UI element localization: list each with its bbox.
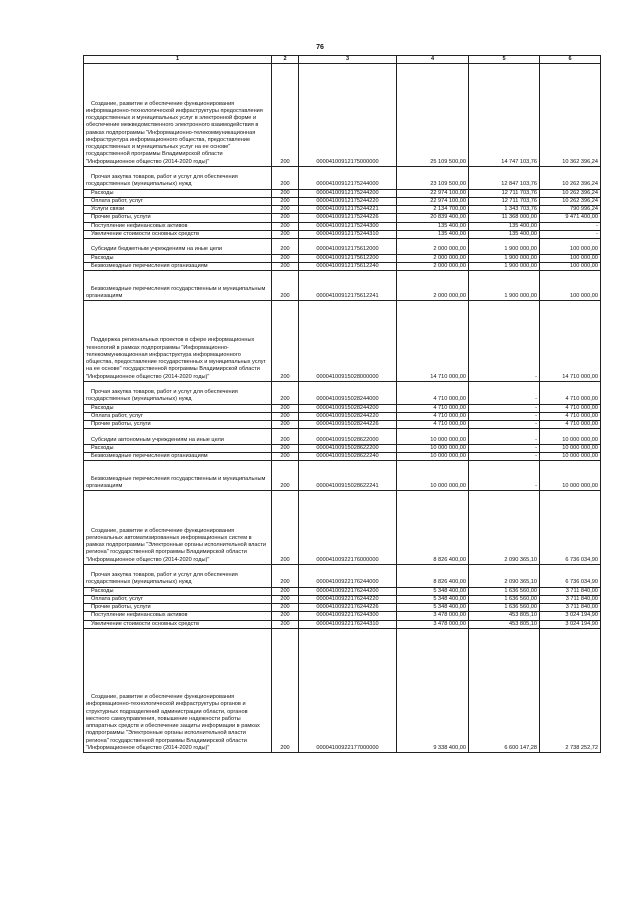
row-executed-amount-cell: 1 636 560,00: [469, 587, 540, 595]
row-executed-amount-cell: 1 636 560,00: [469, 595, 540, 603]
row-kbk-code-cell: 00004100922177000000: [299, 628, 397, 752]
table-row: [84, 262, 601, 270]
row-code-cell: 200: [272, 222, 299, 230]
row-code-cell: 200: [272, 381, 299, 404]
row-approved-amount-cell: 14 710 000,00: [397, 301, 469, 382]
row-executed-amount-cell: 1 343 703,76: [469, 206, 540, 214]
row-kbk-code-cell: 00004100922176244000: [299, 564, 397, 587]
row-name-cell: Прочие работы, услуги: [84, 604, 272, 612]
row-name-cell: Прочие работы, услуги: [84, 421, 272, 429]
row-kbk-code-cell: 00004100922176244200: [299, 587, 397, 595]
row-name-cell: Безвозмездные перечисления организациям: [84, 262, 272, 270]
row-kbk-code-cell: 00004100922176000000: [299, 491, 397, 565]
row-code-cell: 200: [272, 628, 299, 752]
row-name-cell: Прочая закупка товаров, работ и услуг для обеспечения государственных (муниципальных) нужд: [84, 381, 272, 404]
row-approved-amount-cell: 135 400,00: [397, 230, 469, 238]
row-name-cell: Расходы: [84, 587, 272, 595]
row-unexecuted-amount-cell: 4 710 000,00: [540, 404, 601, 412]
row-unexecuted-amount-cell: 10 262 396,24: [540, 197, 601, 205]
row-name-cell: Поддержка региональных проектов в сфере информационных технологий в рамках подпрограммы "Информационно-телекоммуникационная инфраструктура информационного общества, предоставление государственных и муниципальных услуг на ее основе" государственной программы Владимирской области "Информационное общество (2014-2020 годы)": [84, 301, 272, 382]
table-row: [84, 461, 601, 491]
row-kbk-code-cell: 00004100915028244220: [299, 412, 397, 420]
row-executed-amount-cell: -: [469, 421, 540, 429]
row-name-cell: Прочая закупка товаров, работ и услуг для обеспечения государственных (муниципальных) нужд: [84, 564, 272, 587]
table-row: [84, 301, 601, 382]
table-row: [84, 271, 601, 301]
row-executed-amount-cell: -: [469, 444, 540, 452]
row-unexecuted-amount-cell: 10 262 396,24: [540, 189, 601, 197]
table-row: [84, 453, 601, 461]
row-kbk-code-cell: 00004100912175612240: [299, 262, 397, 270]
column-header-2: 2: [272, 56, 299, 64]
row-unexecuted-amount-cell: 3 024 194,90: [540, 620, 601, 628]
table-row: [84, 412, 601, 420]
row-executed-amount-cell: 11 368 000,00: [469, 214, 540, 222]
row-approved-amount-cell: 4 710 000,00: [397, 412, 469, 420]
row-kbk-code-cell: 00004100915028622000: [299, 429, 397, 445]
row-approved-amount-cell: 22 974 100,00: [397, 197, 469, 205]
row-name-cell: Оплата работ, услуг: [84, 197, 272, 205]
row-executed-amount-cell: 12 847 103,76: [469, 166, 540, 189]
row-unexecuted-amount-cell: 100 000,00: [540, 271, 601, 301]
row-approved-amount-cell: 4 710 000,00: [397, 421, 469, 429]
row-executed-amount-cell: 1 900 000,00: [469, 239, 540, 255]
row-kbk-code-cell: 00004100915028244226: [299, 421, 397, 429]
table-row: [84, 491, 601, 565]
row-approved-amount-cell: 10 000 000,00: [397, 453, 469, 461]
row-code-cell: 200: [272, 587, 299, 595]
column-header-3: 3: [299, 56, 397, 64]
row-approved-amount-cell: 25 109 500,00: [397, 64, 469, 167]
row-executed-amount-cell: -: [469, 453, 540, 461]
table-row: [84, 604, 601, 612]
row-approved-amount-cell: 10 000 000,00: [397, 429, 469, 445]
row-name-cell: Расходы: [84, 254, 272, 262]
row-unexecuted-amount-cell: 6 736 034,90: [540, 564, 601, 587]
row-unexecuted-amount-cell: 14 710 000,00: [540, 301, 601, 382]
row-code-cell: 200: [272, 604, 299, 612]
row-name-cell: Субсидии бюджетным учреждениям на иные цели: [84, 239, 272, 255]
row-code-cell: 200: [272, 429, 299, 445]
table-row: [84, 254, 601, 262]
row-name-cell: Создание, развитие и обеспечение функционирования информационно-технологической инфраструктуры органов и структурных подразделений администрации области, органов местного самоуправления, повышение надежности работы аппаратных средств и обеспечение защиты информации в рамках подпрограммы "Электронные органы исполнительной власти региона" государственной программы Владимирской области "Информационное общество (2014-2020 годы)": [84, 628, 272, 752]
row-unexecuted-amount-cell: 4 710 000,00: [540, 421, 601, 429]
row-kbk-code-cell: 00004100922176244220: [299, 595, 397, 603]
table-row: [84, 189, 601, 197]
row-approved-amount-cell: 135 400,00: [397, 222, 469, 230]
row-executed-amount-cell: 135 400,00: [469, 230, 540, 238]
table-row: [84, 230, 601, 238]
row-unexecuted-amount-cell: 10 000 000,00: [540, 453, 601, 461]
row-kbk-code-cell: 00004100912175244000: [299, 166, 397, 189]
table-row: [84, 166, 601, 189]
row-approved-amount-cell: 9 338 400,00: [397, 628, 469, 752]
row-name-cell: Создание, развитие и обеспечение функционирования региональных автоматизированных информационных систем в рамках подпрограммы "Электронные органы исполнительной власти региона" государственной программы Владимирской области "Информационное общество (2014-2020 годы)": [84, 491, 272, 565]
row-kbk-code-cell: 00004100915028622241: [299, 461, 397, 491]
row-unexecuted-amount-cell: 10 000 000,00: [540, 429, 601, 445]
row-approved-amount-cell: 5 348 400,00: [397, 587, 469, 595]
row-executed-amount-cell: 6 600 147,28: [469, 628, 540, 752]
row-kbk-code-cell: 00004100922176244226: [299, 604, 397, 612]
row-unexecuted-amount-cell: 4 710 000,00: [540, 412, 601, 420]
row-unexecuted-amount-cell: 3 024 194,90: [540, 612, 601, 620]
row-code-cell: 200: [272, 491, 299, 565]
row-unexecuted-amount-cell: 790 996,24: [540, 206, 601, 214]
row-name-cell: Оплата работ, услуг: [84, 595, 272, 603]
row-name-cell: Оплата работ, услуг: [84, 412, 272, 420]
row-kbk-code-cell: 00004100912175244221: [299, 206, 397, 214]
row-kbk-code-cell: 00004100912175244300: [299, 222, 397, 230]
table-row: [84, 429, 601, 445]
row-executed-amount-cell: 453 805,10: [469, 612, 540, 620]
row-approved-amount-cell: 8 826 400,00: [397, 491, 469, 565]
row-code-cell: 200: [272, 421, 299, 429]
table-row: [84, 421, 601, 429]
table-row: [84, 206, 601, 214]
row-executed-amount-cell: 1 900 000,00: [469, 271, 540, 301]
row-kbk-code-cell: 00004100912175244310: [299, 230, 397, 238]
row-kbk-code-cell: 00004100915028000000: [299, 301, 397, 382]
page-number: 76: [316, 44, 324, 51]
row-kbk-code-cell: 00004100912175244226: [299, 214, 397, 222]
row-executed-amount-cell: 135 400,00: [469, 222, 540, 230]
row-name-cell: Безвозмездные перечисления государственным и муниципальным организациям: [84, 271, 272, 301]
row-code-cell: 200: [272, 206, 299, 214]
row-executed-amount-cell: 12 711 703,76: [469, 189, 540, 197]
row-kbk-code-cell: 00004100915028244200: [299, 404, 397, 412]
row-executed-amount-cell: -: [469, 381, 540, 404]
row-name-cell: Услуги связи: [84, 206, 272, 214]
row-unexecuted-amount-cell: -: [540, 230, 601, 238]
row-unexecuted-amount-cell: 10 000 000,00: [540, 444, 601, 452]
row-code-cell: 200: [272, 189, 299, 197]
table-row: [84, 628, 601, 752]
table-row: [84, 587, 601, 595]
table-row: [84, 214, 601, 222]
row-kbk-code-cell: 00004100912175244220: [299, 197, 397, 205]
row-approved-amount-cell: 23 109 500,00: [397, 166, 469, 189]
row-executed-amount-cell: -: [469, 404, 540, 412]
table-row: [84, 620, 601, 628]
row-executed-amount-cell: -: [469, 461, 540, 491]
row-unexecuted-amount-cell: 10 000 000,00: [540, 461, 601, 491]
row-code-cell: 200: [272, 64, 299, 167]
row-unexecuted-amount-cell: 100 000,00: [540, 262, 601, 270]
row-kbk-code-cell: 00004100922176244300: [299, 612, 397, 620]
row-kbk-code-cell: 00004100912175000000: [299, 64, 397, 167]
row-approved-amount-cell: 2 134 700,00: [397, 206, 469, 214]
row-code-cell: 200: [272, 214, 299, 222]
table-header-row: [84, 56, 601, 64]
row-code-cell: 200: [272, 595, 299, 603]
row-approved-amount-cell: 8 826 400,00: [397, 564, 469, 587]
row-executed-amount-cell: 12 711 703,76: [469, 197, 540, 205]
row-name-cell: Расходы: [84, 189, 272, 197]
row-kbk-code-cell: 00004100912175612000: [299, 239, 397, 255]
row-code-cell: 200: [272, 453, 299, 461]
row-approved-amount-cell: 10 000 000,00: [397, 461, 469, 491]
table-row: [84, 239, 601, 255]
row-code-cell: 200: [272, 254, 299, 262]
row-approved-amount-cell: 4 710 000,00: [397, 381, 469, 404]
row-code-cell: 200: [272, 230, 299, 238]
row-approved-amount-cell: 5 348 400,00: [397, 604, 469, 612]
row-approved-amount-cell: 22 974 100,00: [397, 189, 469, 197]
table-row: [84, 612, 601, 620]
row-approved-amount-cell: 2 000 000,00: [397, 254, 469, 262]
row-name-cell: Расходы: [84, 444, 272, 452]
row-approved-amount-cell: 10 000 000,00: [397, 444, 469, 452]
row-executed-amount-cell: 453 805,10: [469, 620, 540, 628]
row-executed-amount-cell: 1 900 000,00: [469, 262, 540, 270]
row-executed-amount-cell: -: [469, 412, 540, 420]
row-executed-amount-cell: 1 900 000,00: [469, 254, 540, 262]
table-row: [84, 444, 601, 452]
row-code-cell: 200: [272, 271, 299, 301]
row-code-cell: 200: [272, 412, 299, 420]
row-kbk-code-cell: 00004100912175244200: [299, 189, 397, 197]
row-name-cell: Расходы: [84, 404, 272, 412]
row-name-cell: Увеличение стоимости основных средств: [84, 620, 272, 628]
row-code-cell: 200: [272, 612, 299, 620]
column-header-5: 5: [469, 56, 540, 64]
row-approved-amount-cell: 2 000 000,00: [397, 239, 469, 255]
row-executed-amount-cell: 14 747 103,76: [469, 64, 540, 167]
row-code-cell: 200: [272, 239, 299, 255]
row-code-cell: 200: [272, 444, 299, 452]
budget-execution-table: [83, 55, 601, 753]
table-row: [84, 197, 601, 205]
column-header-4: 4: [397, 56, 469, 64]
row-approved-amount-cell: 20 839 400,00: [397, 214, 469, 222]
table-row: [84, 381, 601, 404]
table-row: [84, 404, 601, 412]
table-row: [84, 595, 601, 603]
row-kbk-code-cell: 00004100912175612241: [299, 271, 397, 301]
row-unexecuted-amount-cell: 10 262 396,24: [540, 166, 601, 189]
row-name-cell: Субсидии автономным учреждениям на иные цели: [84, 429, 272, 445]
row-unexecuted-amount-cell: 3 711 840,00: [540, 587, 601, 595]
row-executed-amount-cell: 2 090 365,10: [469, 491, 540, 565]
row-approved-amount-cell: 2 000 000,00: [397, 271, 469, 301]
row-approved-amount-cell: 4 710 000,00: [397, 404, 469, 412]
row-unexecuted-amount-cell: 4 710 000,00: [540, 381, 601, 404]
row-name-cell: Прочие работы, услуги: [84, 214, 272, 222]
row-name-cell: Создание, развитие и обеспечение функционирования информационно-технологической инфраструктуры предоставления государственных и муниципальных услуг в электронной форме и обеспечение межведомственного электронного взаимодействия в рамках подпрограммы "Информационно-телекоммуникационная инфраструктура информационного общества, предоставление государственных и муниципальных услуг на ее основе" государственной программы Владимирской области "Информационное общество (2014-2020 годы)": [84, 64, 272, 167]
column-header-6: 6: [540, 56, 601, 64]
row-code-cell: 200: [272, 262, 299, 270]
row-unexecuted-amount-cell: 2 738 252,72: [540, 628, 601, 752]
row-unexecuted-amount-cell: -: [540, 222, 601, 230]
row-kbk-code-cell: 00004100922176244310: [299, 620, 397, 628]
row-code-cell: 200: [272, 564, 299, 587]
row-kbk-code-cell: 00004100915028244000: [299, 381, 397, 404]
row-name-cell: Безвозмездные перечисления государственным и муниципальным организациям: [84, 461, 272, 491]
row-executed-amount-cell: -: [469, 301, 540, 382]
row-unexecuted-amount-cell: 3 711 840,00: [540, 604, 601, 612]
row-name-cell: Прочая закупка товаров, работ и услуг для обеспечения государственных (муниципальных) нужд: [84, 166, 272, 189]
row-kbk-code-cell: 00004100912175612200: [299, 254, 397, 262]
table-row: [84, 64, 601, 167]
row-approved-amount-cell: 3 478 000,00: [397, 612, 469, 620]
row-name-cell: Безвозмездные перечисления организациям: [84, 453, 272, 461]
row-approved-amount-cell: 5 348 400,00: [397, 595, 469, 603]
table-row: [84, 564, 601, 587]
row-unexecuted-amount-cell: 10 362 396,24: [540, 64, 601, 167]
row-code-cell: 200: [272, 620, 299, 628]
row-unexecuted-amount-cell: 3 711 840,00: [540, 595, 601, 603]
row-kbk-code-cell: 00004100915028622200: [299, 444, 397, 452]
row-code-cell: 200: [272, 404, 299, 412]
row-kbk-code-cell: 00004100915028622240: [299, 453, 397, 461]
row-executed-amount-cell: 1 636 560,00: [469, 604, 540, 612]
table-row: [84, 222, 601, 230]
column-header-1: 1: [84, 56, 272, 64]
row-name-cell: Поступление нефинансовых активов: [84, 222, 272, 230]
row-code-cell: 200: [272, 197, 299, 205]
row-code-cell: 200: [272, 301, 299, 382]
row-unexecuted-amount-cell: 9 471 400,00: [540, 214, 601, 222]
row-unexecuted-amount-cell: 100 000,00: [540, 239, 601, 255]
row-approved-amount-cell: 3 478 000,00: [397, 620, 469, 628]
row-executed-amount-cell: -: [469, 429, 540, 445]
row-name-cell: Поступление нефинансовых активов: [84, 612, 272, 620]
row-unexecuted-amount-cell: 6 736 034,90: [540, 491, 601, 565]
row-executed-amount-cell: 2 090 365,10: [469, 564, 540, 587]
row-approved-amount-cell: 2 000 000,00: [397, 262, 469, 270]
row-code-cell: 200: [272, 461, 299, 491]
row-name-cell: Увеличение стоимости основных средств: [84, 230, 272, 238]
row-unexecuted-amount-cell: 100 000,00: [540, 254, 601, 262]
row-code-cell: 200: [272, 166, 299, 189]
